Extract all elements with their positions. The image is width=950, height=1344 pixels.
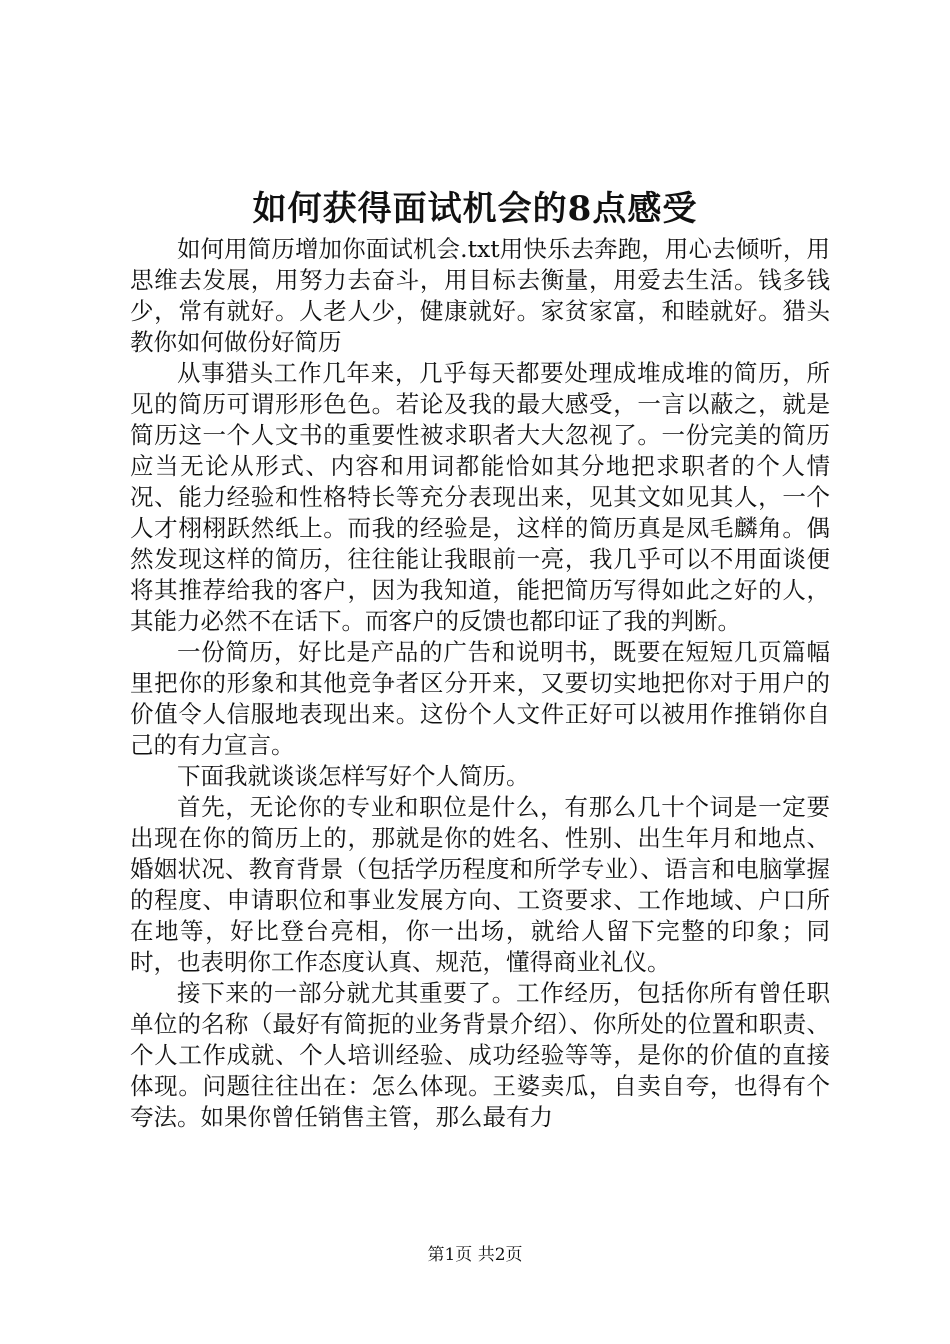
- paragraph: 从事猎头工作几年来，几乎每天都要处理成堆成堆的简历，所见的简历可谓形形色色。若论及我的最大感受，一言以蔽之，就是简历这一个人文书的重要性被求职者大大忽视了。一份完美的简历应当无论从形式、内容和用词都能恰如其分地把求职者的个人情况、能力经验和性格特长等充分表现出来，见其文如见其人，一个人才栩栩跃然纸上。而我的经验是，这样的简历真是凤毛麟角。偶然发现这样的简历，往往能让我眼前一亮，我几乎可以不用面谈便将其推荐给我的客户，因为我知道，能把简历写得如此之好的人，其能力必然不在话下。而客户的反馈也都印证了我的判断。: [130, 359, 830, 635]
- paragraph: 接下来的一部分就尤其重要了。工作经历，包括你所有曾任职单位的名称（最好有简扼的业务背景介绍）、你所处的位置和职责、个人工作成就、个人培训经验、成功经验等等，是你的价值的直接体现。问题往往出在：怎么体现。王婆卖瓜，自卖自夸，也得有个夸法。如果你曾任销售主管，那么最有力: [130, 979, 830, 1131]
- document-body: [130, 234, 830, 1133]
- paragraph: 首先，无论你的专业和职位是什么，有那么几十个词是一定要出现在你的简历上的，那就是你的姓名、性别、出生年月和地点、婚姻状况、教育背景（包括学历程度和所学专业）、语言和电脑掌握的程度、申请职位和事业发展方向、工资要求、工作地域、户口所在地等，好比登台亮相，你一出场，就给人留下完整的印象；同时，也表明你工作态度认真、规范，懂得商业礼仪。: [130, 793, 830, 976]
- document-title: 如何获得面试机会的8点感受: [252, 189, 698, 229]
- paragraph: 如何用简历增加你面试机会.txt用快乐去奔跑，用心去倾听，用思维去发展，用努力去奋斗，用目标去衡量，用爱去生活。钱多钱少，常有就好。人老人少，健康就好。家贫家富，和睦就好。猎头教你如何做份好简历: [130, 235, 830, 356]
- page-number-footer: 第1页 共2页: [427, 1245, 523, 1265]
- paragraph: 一份简历，好比是产品的广告和说明书，既要在短短几页篇幅里把你的形象和其他竞争者区分开来，又要切实地把你对于用户的价值令人信服地表现出来。这份个人文件正好可以被用作推销你自己的有力宣言。: [130, 638, 830, 759]
- paragraph: 下面我就谈谈怎样写好个人简历。: [177, 762, 530, 790]
